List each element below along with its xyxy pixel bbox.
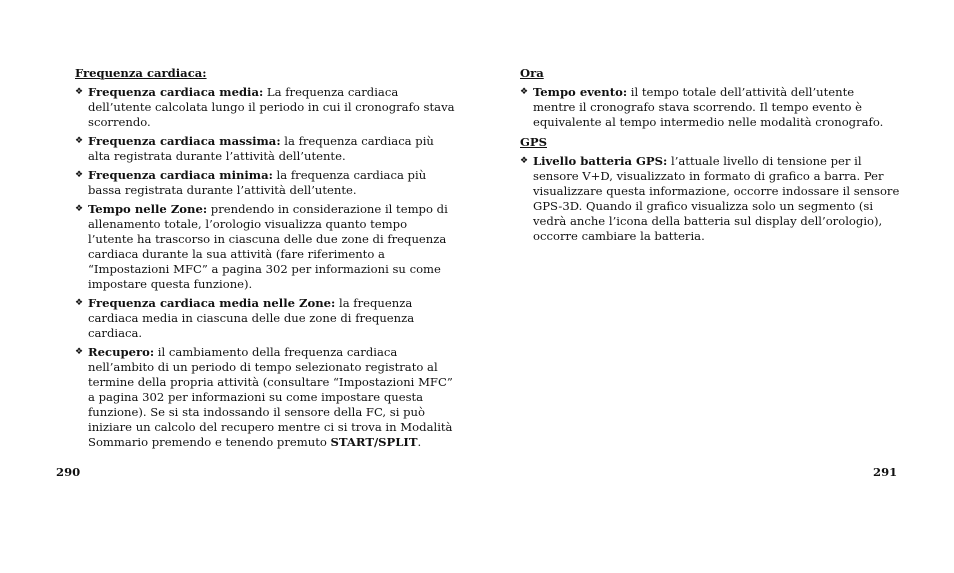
gps-heading: GPS <box>520 135 547 149</box>
heart-rate-list <box>75 85 455 450</box>
item-text: il tempo totale dell’attività dell’utente mentre il cronografo stava scorrendo. Il tempo evento è equivalente al tempo intermedio nelle modalità cronografo. <box>533 85 884 129</box>
diamond-bullet-icon: ❖ <box>75 347 84 357</box>
item-text: l’attuale livello di tensione per il sensore V+D, visualizzato in formato di grafico a barra. Per visualizzare questa informazione, occorre indossare il sensore GPS-3D. Quando il grafico visualizza solo un segmento (si vedrà anche l’icona della batteria sul display dell’orologio), occorre cambiare la batteria. <box>533 154 900 243</box>
item-text: la frequenza cardiaca più bassa registrata durante l’attività dell’utente. <box>88 168 427 197</box>
diamond-bullet-icon: ❖ <box>75 136 84 146</box>
item-text: il cambiamento della frequenza cardiaca nell’ambito di un periodo di tempo selezionato registrato al termine della propria attività (consultare “Impostazioni MFC” a pagina 302 per informazioni su come impostare questa funzione). Se si sta indossando il sensore della FC, si può iniziare un calcolo del recupero mentre ci si trova in Modalità Sommario premendo e tenendo premuto <box>88 345 453 449</box>
item-term: Tempo evento: <box>533 85 628 99</box>
gps-list <box>520 154 900 244</box>
item-text: la frequenza cardiaca media in ciascuna delle due zone di frequenza cardiaca. <box>88 296 415 340</box>
item-term: Tempo nelle Zone: <box>88 202 208 216</box>
list-item <box>520 85 900 130</box>
list-item <box>75 85 455 130</box>
item-text-end: . <box>417 435 422 449</box>
page-number-right: 291 <box>873 465 898 479</box>
item-text: prendendo in considerazione il tempo di allenamento totale, l’orologio visualizza quanto tempo l’utente ha trascorso in ciascuna delle due zone di frequenza cardiaca durante la sua attività (fare riferimento a “Impostazioni MFC” a pagina 302 per informazioni su come impostare questa funzione). <box>88 202 448 291</box>
item-term: Frequenza cardiaca minima: <box>88 168 273 182</box>
right-page-column <box>520 66 900 248</box>
diamond-bullet-icon: ❖ <box>520 87 529 97</box>
list-item <box>75 168 455 198</box>
list-item <box>75 202 455 292</box>
diamond-bullet-icon: ❖ <box>75 87 84 97</box>
diamond-bullet-icon: ❖ <box>75 170 84 180</box>
page-number-left: 290 <box>56 465 81 479</box>
item-text: La frequenza cardiaca dell’utente calcolata lungo il periodo in cui il cronografo stava scorrendo. <box>88 85 455 129</box>
time-list <box>520 85 900 130</box>
item-term: Frequenza cardiaca massima: <box>88 134 281 148</box>
list-item <box>75 345 455 450</box>
item-term: Frequenza cardiaca media nelle Zone: <box>88 296 336 310</box>
heart-rate-heading: Frequenza cardiaca: <box>75 66 207 80</box>
item-term: Frequenza cardiaca media: <box>88 85 264 99</box>
diamond-bullet-icon: ❖ <box>75 204 84 214</box>
list-item <box>75 296 455 341</box>
diamond-bullet-icon: ❖ <box>75 298 84 308</box>
list-item <box>75 134 455 164</box>
item-text: la frequenza cardiaca più alta registrata durante l’attività dell’utente. <box>88 134 434 163</box>
item-term: Livello batteria GPS: <box>533 154 668 168</box>
start-split-key-label: START/SPLIT <box>330 435 418 449</box>
time-heading: Ora <box>520 66 544 80</box>
list-item <box>520 154 900 244</box>
left-page-column <box>75 66 455 454</box>
diamond-bullet-icon: ❖ <box>520 156 529 166</box>
item-term: Recupero: <box>88 345 155 359</box>
